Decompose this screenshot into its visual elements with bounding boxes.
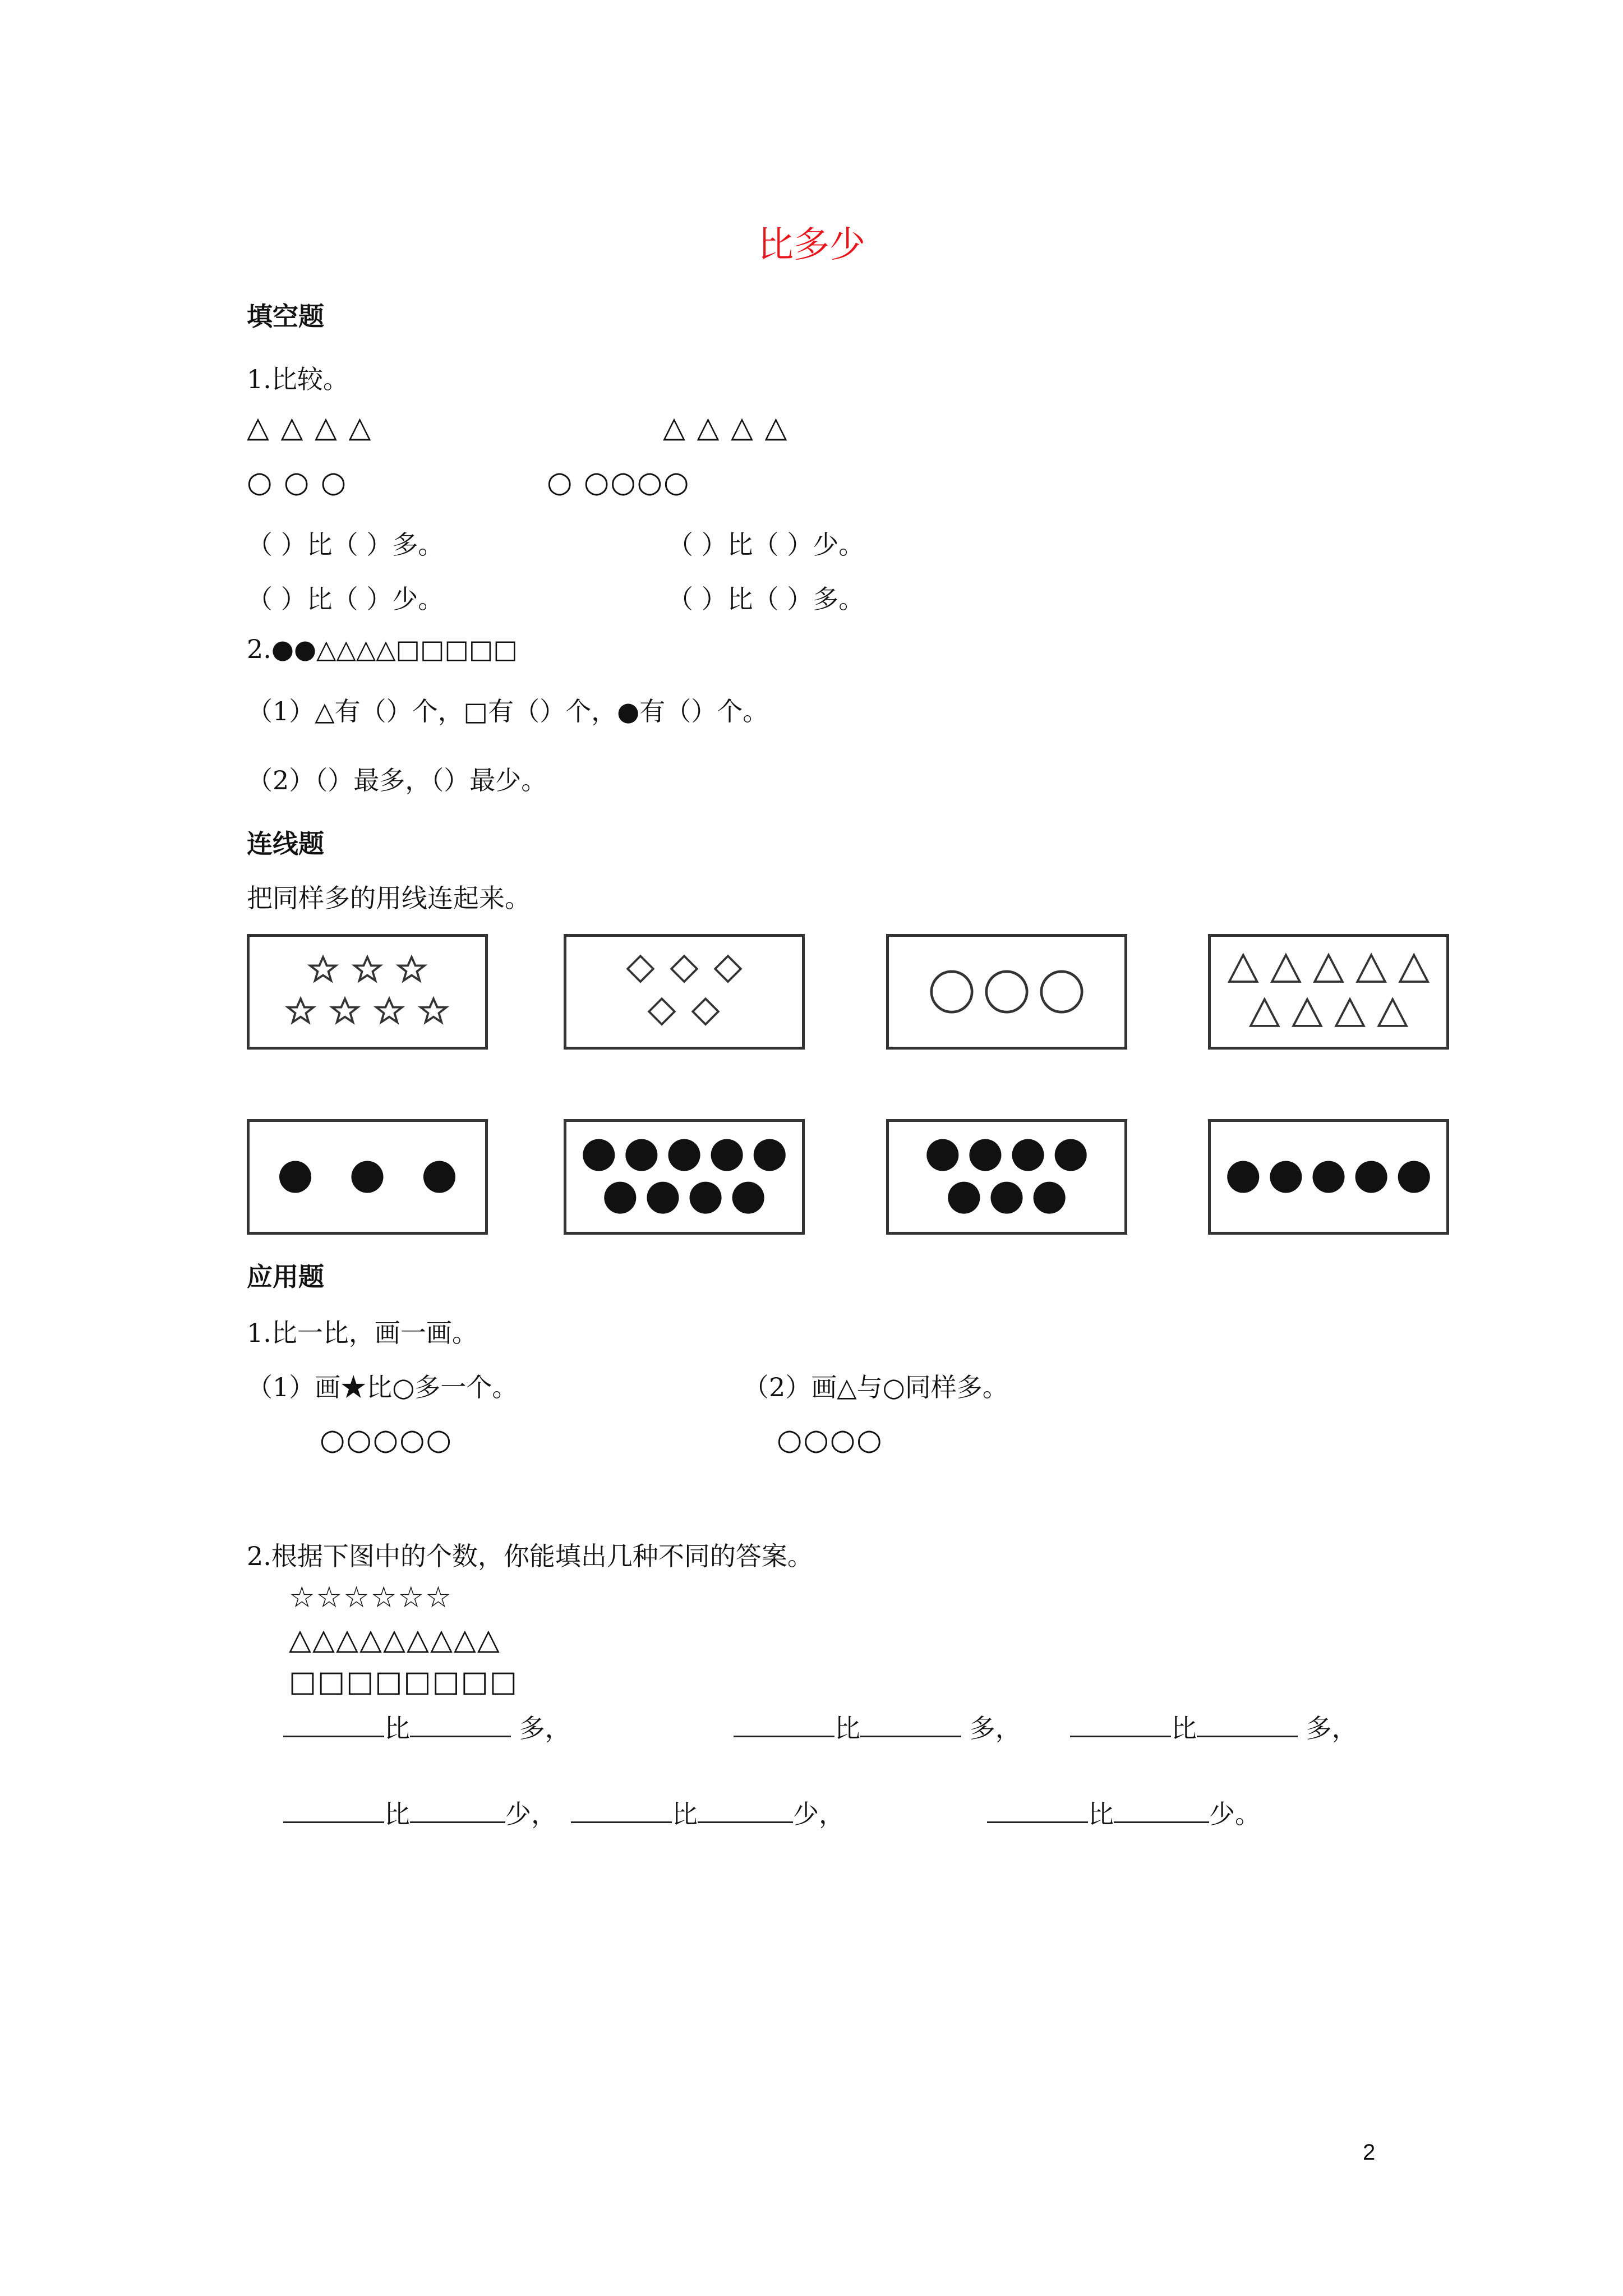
filled-dot-icon <box>1312 1161 1344 1193</box>
answer-blank[interactable] <box>283 1713 384 1737</box>
dots-3-figure <box>250 1122 485 1232</box>
answer-blank[interactable] <box>734 1713 834 1737</box>
answer-line-4 <box>283 1794 557 1831</box>
filled-dot-icon <box>1012 1139 1044 1171</box>
star-outline-icon <box>376 999 402 1022</box>
star-outline-icon <box>399 957 425 981</box>
triangle-outline-icon <box>1229 955 1257 982</box>
diamonds-figure <box>566 937 802 1047</box>
answer-blank[interactable] <box>1070 1713 1171 1737</box>
filled-dot-icon <box>668 1139 700 1171</box>
star-outline-icon <box>310 957 336 981</box>
dots-7-figure <box>889 1122 1124 1232</box>
answer-line-3 <box>1070 1708 1358 1745</box>
triangles-left: △ △ △ △ <box>247 411 372 444</box>
triangle-outline-icon <box>1251 999 1278 1026</box>
stars-figure <box>250 937 485 1047</box>
filled-dot-icon <box>1398 1161 1430 1193</box>
triangle-outline-icon <box>1272 955 1299 982</box>
app-q1-part1: （1）画★比○多一个。 <box>247 1372 518 1402</box>
shao-end-label: 少。 <box>1209 1799 1261 1829</box>
filled-dot-icon <box>948 1182 980 1214</box>
filled-dot-icon <box>279 1161 311 1193</box>
shao-label: 少， <box>793 1799 845 1829</box>
triangle-outline-icon <box>1357 955 1385 982</box>
box-diamonds[interactable] <box>564 934 805 1050</box>
dots-9-figure <box>566 1122 802 1232</box>
compare-line-a-left: （ ）比（ ）多。 <box>247 530 444 560</box>
answer-line-2 <box>734 1708 1021 1745</box>
filled-dot-icon <box>423 1161 455 1193</box>
answer-blank[interactable] <box>571 1799 672 1823</box>
duo-label: 多， <box>1306 1713 1358 1743</box>
circle-outline-icon <box>932 972 972 1012</box>
filled-dot-icon <box>351 1161 383 1193</box>
filled-dot-icon <box>1227 1161 1259 1193</box>
triangle-outline-icon <box>1378 999 1406 1026</box>
bi-label: 比 <box>834 1713 860 1743</box>
answer-line-1 <box>283 1708 571 1745</box>
q2-part1: （1）△有（）个，□有（）个，●有（）个。 <box>247 696 769 726</box>
compare-line-b-right: （ ）比（ ）多。 <box>667 584 865 614</box>
answer-blank[interactable] <box>860 1713 961 1737</box>
triangle-outline-icon <box>1336 999 1363 1026</box>
filled-dot-icon <box>690 1182 722 1214</box>
filled-dot-icon <box>969 1139 1001 1171</box>
answer-blank[interactable] <box>1197 1713 1298 1737</box>
bi-label: 比 <box>1171 1713 1197 1743</box>
duo-label: 多， <box>969 1713 1021 1743</box>
triangles-figure <box>1211 937 1446 1047</box>
diamond-outline-icon <box>671 956 697 982</box>
circles-right: ○ ○○○○ <box>547 466 690 499</box>
app-q1-part1-circles: ○○○○○ <box>320 1423 453 1457</box>
star-outline-icon <box>354 957 380 981</box>
diamond-outline-icon <box>649 999 675 1024</box>
bi-label: 比 <box>672 1799 698 1829</box>
star-outline-icon <box>421 999 446 1022</box>
dots-5-figure <box>1211 1122 1446 1232</box>
box-dots-9[interactable] <box>564 1119 805 1235</box>
box-triangles[interactable] <box>1208 934 1449 1050</box>
matching-prompt: 把同样多的用线连起来。 <box>247 883 531 913</box>
page-number: 2 <box>1363 2140 1376 2165</box>
app-q2-stars: ☆☆☆☆☆☆ <box>289 1581 453 1614</box>
triangle-outline-icon <box>1400 955 1427 982</box>
bi-label: 比 <box>1088 1799 1114 1829</box>
duo-label: 多， <box>519 1713 571 1743</box>
box-stars[interactable] <box>247 934 488 1050</box>
section-heading-fill-blank: 填空题 <box>247 301 324 332</box>
circles-figure <box>889 937 1124 1047</box>
star-outline-icon <box>332 999 358 1022</box>
answer-blank[interactable] <box>1114 1799 1209 1823</box>
filled-dot-icon <box>732 1182 764 1214</box>
star-outline-icon <box>288 999 313 1022</box>
q1-prompt: 1.比较。 <box>247 364 349 394</box>
app-q1-part2-circles: ○○○○ <box>777 1423 883 1457</box>
filled-dot-icon <box>754 1139 786 1171</box>
diamond-outline-icon <box>628 956 653 982</box>
box-circles[interactable] <box>886 934 1127 1050</box>
q2-part2: （2）（）最多，（）最少。 <box>247 765 547 795</box>
q2-shapes: 2.●●△△△△□□□□□ <box>247 634 518 664</box>
compare-line-a-right: （ ）比（ ）少。 <box>667 530 865 560</box>
app-q1-prompt: 1.比一比，画一画。 <box>247 1318 478 1348</box>
answer-blank[interactable] <box>410 1799 505 1823</box>
answer-line-6 <box>987 1794 1261 1831</box>
circle-outline-icon <box>1041 972 1082 1012</box>
filled-dot-icon <box>1355 1161 1387 1193</box>
app-q2-triangles: △△△△△△△△△ <box>289 1623 501 1657</box>
section-heading-matching: 连线题 <box>247 829 324 859</box>
box-dots-7[interactable] <box>886 1119 1127 1235</box>
app-q2-prompt: 2.根据下图中的个数，你能填出几种不同的答案。 <box>247 1541 813 1571</box>
diamond-outline-icon <box>715 956 741 982</box>
circles-left: ○ ○ ○ <box>247 466 348 499</box>
filled-dot-icon <box>1034 1182 1066 1214</box>
answer-blank[interactable] <box>698 1799 793 1823</box>
filled-dot-icon <box>625 1139 657 1171</box>
filled-dot-icon <box>583 1139 615 1171</box>
filled-dot-icon <box>1270 1161 1302 1193</box>
answer-blank[interactable] <box>283 1799 384 1823</box>
filled-dot-icon <box>1055 1139 1087 1171</box>
circle-outline-icon <box>986 972 1027 1012</box>
triangle-outline-icon <box>1315 955 1342 982</box>
shao-label: 少， <box>505 1799 557 1829</box>
filled-dot-icon <box>604 1182 636 1214</box>
box-dots-3[interactable] <box>247 1119 488 1235</box>
box-dots-5[interactable] <box>1208 1119 1449 1235</box>
page-title: 比多少 <box>758 224 865 266</box>
answer-line-5 <box>571 1794 845 1831</box>
triangle-outline-icon <box>1293 999 1321 1026</box>
bi-label: 比 <box>384 1799 410 1829</box>
section-heading-application: 应用题 <box>247 1262 324 1292</box>
diamond-outline-icon <box>693 999 718 1024</box>
bi-label: 比 <box>384 1713 410 1743</box>
filled-dot-icon <box>711 1139 743 1171</box>
compare-line-b-left: （ ）比（ ）少。 <box>247 584 444 614</box>
filled-dot-icon <box>647 1182 679 1214</box>
filled-dot-icon <box>926 1139 958 1171</box>
app-q1-part2: （2）画△与○同样多。 <box>743 1372 1008 1402</box>
triangles-right: △ △ △ △ <box>663 411 789 444</box>
answer-blank[interactable] <box>410 1713 511 1737</box>
app-q2-squares: □□□□□□□□ <box>289 1665 519 1699</box>
filled-dot-icon <box>990 1182 1022 1214</box>
answer-blank[interactable] <box>987 1799 1088 1823</box>
